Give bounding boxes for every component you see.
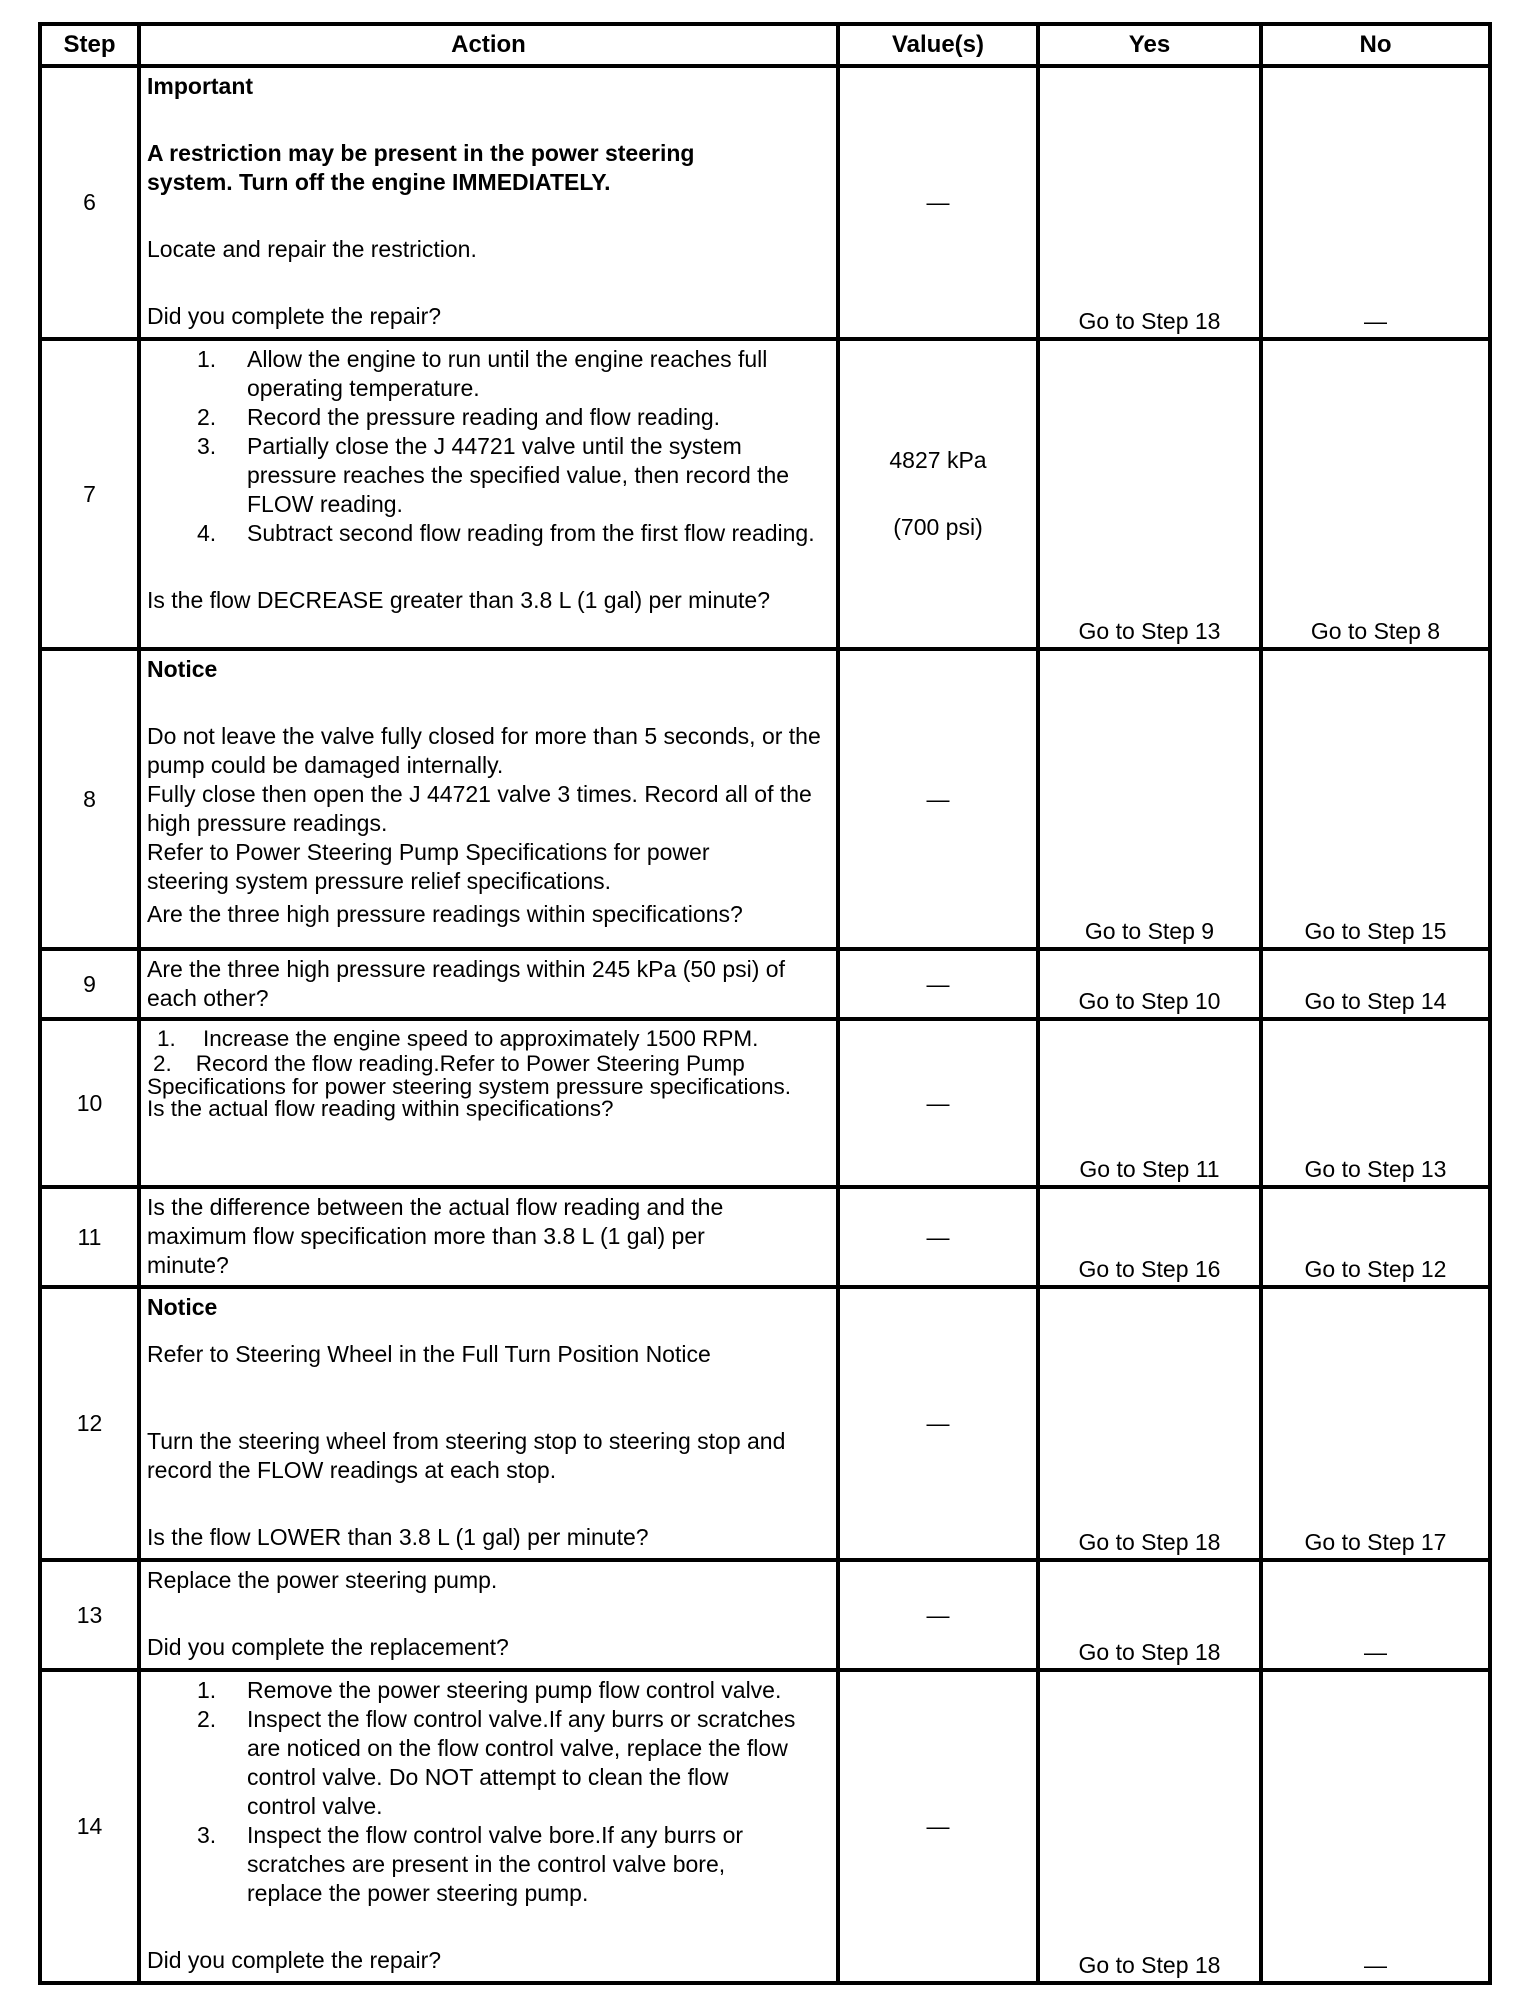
value-cell: — bbox=[838, 1287, 1038, 1560]
step-number: 7 bbox=[40, 339, 139, 649]
yes-cell bbox=[1038, 1670, 1261, 1983]
step-number: 13 bbox=[40, 1560, 139, 1670]
no-cell bbox=[1261, 1670, 1490, 1983]
action-cell bbox=[139, 339, 838, 649]
yes-link: Go to Step 18 bbox=[1078, 1639, 1221, 1665]
value-cell: — bbox=[838, 1670, 1038, 1983]
instruction-text: Refer to Power Steering Pump Specifications for power steering system pressure relief specifications. bbox=[147, 839, 710, 894]
question-text: Did you complete the repair? bbox=[147, 303, 442, 329]
value-cell: — bbox=[838, 1019, 1038, 1187]
action-cell bbox=[139, 1560, 838, 1670]
action-cell bbox=[139, 1187, 838, 1287]
step-number: 10 bbox=[40, 1019, 139, 1187]
yes-link: Go to Step 18 bbox=[1078, 1529, 1221, 1555]
step-number: 11 bbox=[40, 1187, 139, 1287]
header-values: Value(s) bbox=[838, 24, 1038, 66]
yes-link: Go to Step 16 bbox=[1078, 1256, 1221, 1282]
value-cell: — bbox=[838, 1187, 1038, 1287]
yes-cell bbox=[1038, 1560, 1261, 1670]
notice-text: Do not leave the valve fully closed for more than 5 seconds, or the pump could be damaged internally. bbox=[147, 723, 821, 778]
no-cell bbox=[1261, 1187, 1490, 1287]
yes-link: Go to Step 18 bbox=[1078, 308, 1221, 334]
important-label: Important bbox=[147, 73, 254, 99]
no-cell bbox=[1261, 1287, 1490, 1560]
diagnostic-table bbox=[38, 22, 1492, 1985]
action-cell bbox=[139, 1019, 838, 1187]
step-number: 14 bbox=[40, 1670, 139, 1983]
list-item: 1. Increase the engine speed to approximately 1500 RPM. bbox=[157, 1026, 759, 1051]
header-yes: Yes bbox=[1038, 24, 1261, 66]
question-text: Is the flow DECREASE greater than 3.8 L (1 gal) per minute? bbox=[147, 587, 771, 613]
no-link: Go to Step 12 bbox=[1304, 1256, 1447, 1282]
table-row bbox=[40, 1670, 1490, 1983]
value-cell: — bbox=[838, 649, 1038, 949]
list-item: 2. Inspect the flow control valve.If any burrs or scratches are noticed on the flow control valve, replace the flow control valve. Do NOT attempt to clean the flow control valve. bbox=[197, 1706, 796, 1819]
list-item: 3. Partially close the J 44721 valve until the system pressure reaches the specified value, then record the FLOW reading. bbox=[197, 433, 790, 517]
action-cell bbox=[139, 649, 838, 949]
no-link: Go to Step 14 bbox=[1304, 988, 1447, 1014]
instruction-text: Fully close then open the J 44721 valve 3 times. Record all of the high pressure readings. bbox=[147, 781, 812, 836]
no-cell bbox=[1261, 649, 1490, 949]
list-item: 2. Record the pressure reading and flow reading. bbox=[197, 404, 721, 430]
list-item: 4. Subtract second flow reading from the first flow reading. bbox=[197, 520, 815, 546]
step-number: 9 bbox=[40, 949, 139, 1019]
table-row bbox=[40, 66, 1490, 339]
no-link: Go to Step 13 bbox=[1304, 1156, 1447, 1182]
yes-link: Go to Step 10 bbox=[1078, 988, 1221, 1014]
yes-link: Go to Step 9 bbox=[1084, 918, 1215, 944]
table-row bbox=[40, 1187, 1490, 1287]
table-row bbox=[40, 949, 1490, 1019]
no-link: — bbox=[1364, 1952, 1387, 1978]
yes-cell bbox=[1038, 1019, 1261, 1187]
no-link: — bbox=[1364, 1639, 1387, 1665]
table-row bbox=[40, 649, 1490, 949]
header-row bbox=[40, 24, 1490, 66]
yes-cell bbox=[1038, 1287, 1261, 1560]
yes-link: Go to Step 11 bbox=[1079, 1156, 1220, 1182]
no-link: — bbox=[1364, 308, 1387, 334]
table-row bbox=[40, 1560, 1490, 1670]
action-cell bbox=[139, 66, 838, 339]
instruction-text: Replace the power steering pump. bbox=[147, 1567, 498, 1593]
value-cell: — bbox=[838, 1560, 1038, 1670]
no-cell bbox=[1261, 339, 1490, 649]
header-no: No bbox=[1261, 24, 1490, 66]
action-cell bbox=[139, 949, 838, 1019]
question-text: Is the difference between the actual flow reading and the maximum flow specification more than 3.8 L (1 gal) per minute? bbox=[147, 1194, 724, 1278]
question-text: Did you complete the repair? bbox=[147, 1947, 442, 1973]
yes-cell bbox=[1038, 339, 1261, 649]
value-kpa: 4827 kPa bbox=[889, 447, 987, 473]
list-item: 3. Inspect the flow control valve bore.If any burrs or scratches are present in the control valve bore, replace the power steering pump. bbox=[197, 1822, 744, 1906]
no-cell bbox=[1261, 66, 1490, 339]
question-text: Is the flow LOWER than 3.8 L (1 gal) per minute? bbox=[147, 1524, 649, 1550]
notice-label: Notice bbox=[147, 656, 218, 682]
yes-link: Go to Step 13 bbox=[1078, 618, 1221, 644]
value-cell: — bbox=[838, 66, 1038, 339]
list-item: 2. Record the flow reading.Refer to Power Steering Pump Specifications for power steering system pressure specifications. bbox=[147, 1051, 792, 1099]
list-item: 1. Remove the power steering pump flow control valve. bbox=[197, 1677, 782, 1703]
yes-cell bbox=[1038, 66, 1261, 339]
header-action: Action bbox=[139, 24, 838, 66]
action-cell bbox=[139, 1287, 838, 1560]
no-cell bbox=[1261, 1560, 1490, 1670]
no-link: Go to Step 8 bbox=[1310, 618, 1441, 644]
value-cell bbox=[838, 339, 1038, 649]
instruction-text: Locate and repair the restriction. bbox=[147, 236, 477, 262]
no-link: Go to Step 15 bbox=[1304, 918, 1447, 944]
no-cell bbox=[1261, 1019, 1490, 1187]
value-cell: — bbox=[838, 949, 1038, 1019]
instruction-text: Turn the steering wheel from steering stop to steering stop and record the FLOW readings at each stop. bbox=[147, 1428, 786, 1483]
yes-cell bbox=[1038, 1187, 1261, 1287]
list-item: 1. Allow the engine to run until the engine reaches full operating temperature. bbox=[197, 346, 768, 401]
step-number: 8 bbox=[40, 649, 139, 949]
warning-text: A restriction may be present in the power steering system. Turn off the engine IMMEDIATELY. bbox=[147, 140, 695, 195]
table-row bbox=[40, 1019, 1490, 1187]
notice-label: Notice bbox=[147, 1294, 218, 1320]
yes-cell bbox=[1038, 949, 1261, 1019]
question-text: Are the three high pressure readings within specifications? bbox=[147, 901, 743, 927]
notice-text: Refer to Steering Wheel in the Full Turn Position Notice bbox=[147, 1341, 711, 1367]
action-cell bbox=[139, 1670, 838, 1983]
table-row bbox=[40, 1287, 1490, 1560]
step-number: 6 bbox=[40, 66, 139, 339]
question-text: Are the three high pressure readings within 245 kPa (50 psi) of each other? bbox=[147, 956, 785, 1011]
value-psi: (700 psi) bbox=[893, 514, 983, 540]
question-text: Is the actual flow reading within specifications? bbox=[147, 1096, 614, 1121]
header-step: Step bbox=[40, 24, 139, 66]
table-row bbox=[40, 339, 1490, 649]
question-text: Did you complete the replacement? bbox=[147, 1634, 509, 1660]
step-number: 12 bbox=[40, 1287, 139, 1560]
yes-cell bbox=[1038, 649, 1261, 949]
yes-link: Go to Step 18 bbox=[1078, 1952, 1221, 1978]
no-link: Go to Step 17 bbox=[1304, 1529, 1447, 1555]
no-cell bbox=[1261, 949, 1490, 1019]
